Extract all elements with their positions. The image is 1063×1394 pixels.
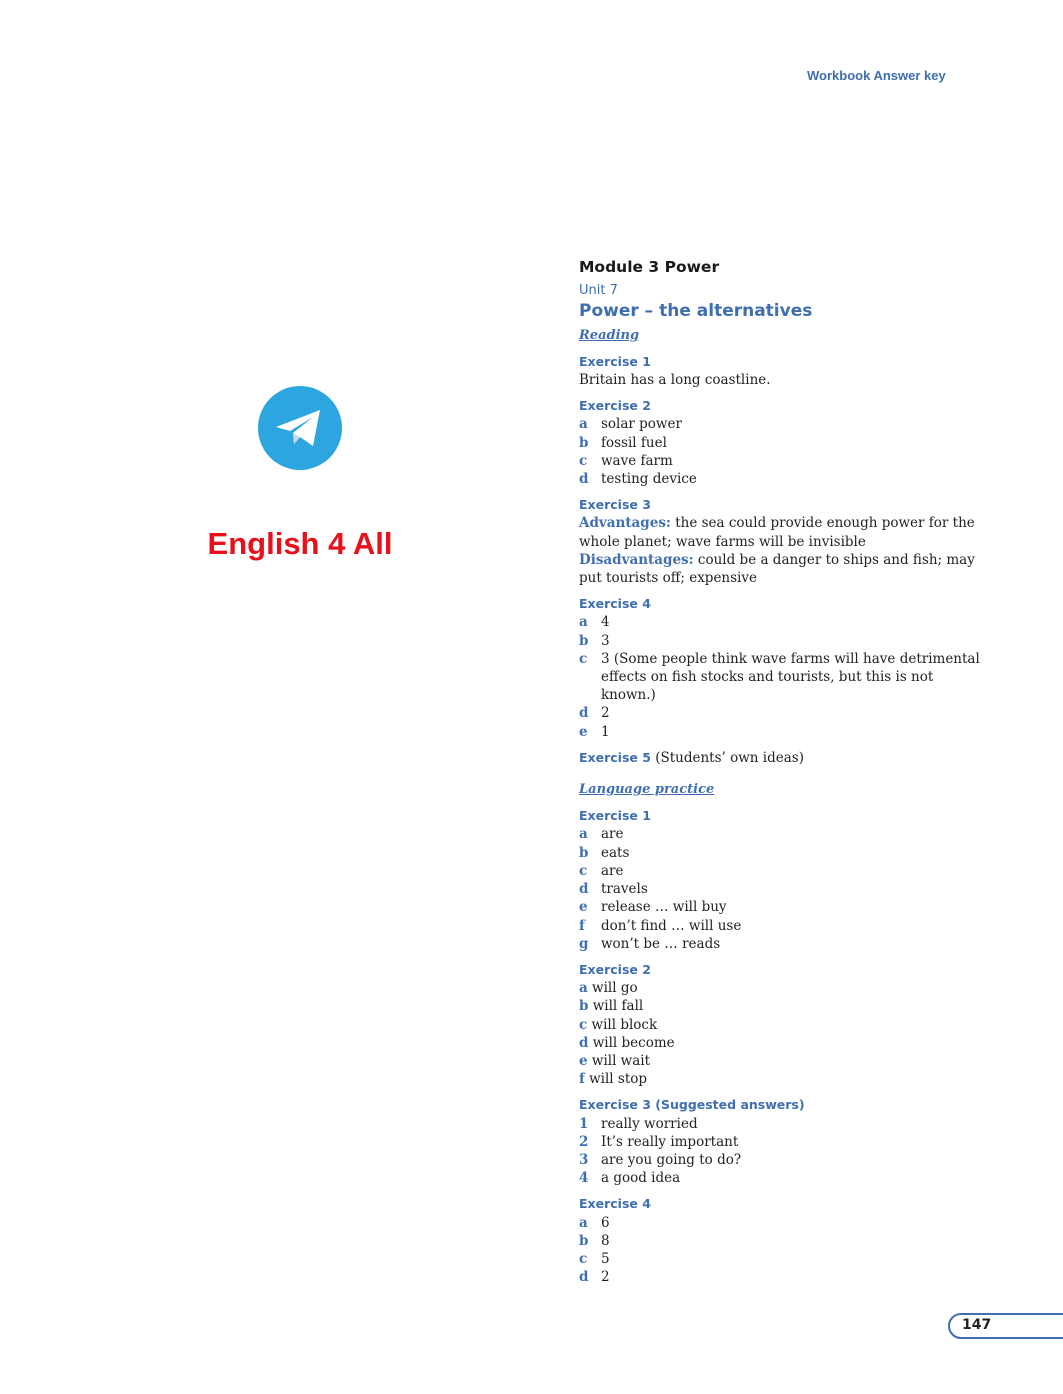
exercise-block (579, 961, 989, 1088)
answer-value: don’t find … will use (601, 917, 742, 934)
page-header-title: Workbook Answer key (807, 68, 946, 83)
answer-value: travels (601, 881, 648, 898)
answer-row (579, 1133, 989, 1151)
answer-row (579, 1070, 989, 1088)
exercise-title: Exercise 4 (579, 596, 651, 612)
answer-key: b (579, 844, 589, 861)
answer-key: 1 (579, 1115, 589, 1132)
answer-value: eats (601, 844, 630, 861)
answer-row (579, 979, 989, 997)
advantages-answer (579, 514, 989, 550)
answer-row (579, 935, 989, 953)
answer-row (579, 1151, 989, 1169)
answer-key: c (579, 452, 588, 469)
promo-block (160, 385, 440, 562)
disadvantages-answer (579, 551, 989, 587)
exercise-title: Exercise 1 (579, 353, 651, 369)
answer-key: e (579, 723, 588, 740)
answer-value: It’s really important (601, 1133, 739, 1150)
answer-value: won’t be … reads (601, 935, 721, 952)
answer-key: f (579, 1071, 585, 1088)
answer-value: 5 (601, 1250, 610, 1267)
exercise-title: Exercise 2 (579, 398, 651, 414)
answer-row (579, 613, 989, 631)
unit-title: Power – the alternatives (579, 301, 813, 322)
page-number: 147 (962, 1317, 992, 1333)
answer-key: b (579, 1232, 589, 1249)
exercise-title: Exercise 1 (579, 808, 651, 824)
disadvantages-label: Disadvantages: (579, 551, 694, 568)
answer-row (579, 997, 989, 1015)
answer-key: b (579, 434, 589, 451)
exercise-title: Exercise 5 (579, 749, 651, 765)
exercise-block (579, 595, 989, 741)
module-title: Module 3 Power (579, 258, 720, 276)
answer-row (579, 862, 989, 880)
answer-key: d (579, 471, 589, 488)
answer-row (579, 650, 989, 705)
answer-row (579, 898, 989, 916)
answer-row (579, 1115, 989, 1133)
exercise-block (579, 1195, 989, 1286)
answer-value: are (601, 826, 624, 843)
answer-value: fossil fuel (601, 434, 667, 451)
answer-key: c (579, 862, 588, 879)
answer-key: d (579, 881, 589, 898)
answer-key: a (579, 416, 588, 433)
answer-key: b (579, 998, 589, 1015)
exercise-block (579, 1096, 989, 1187)
exercise-block (579, 749, 989, 767)
answer-value: are (601, 862, 624, 879)
answer-row (579, 1232, 989, 1250)
answer-key: d (579, 1034, 589, 1051)
promo-text: English 4 All (207, 526, 393, 561)
answer-key: 2 (579, 1133, 589, 1150)
answer-key: c (579, 650, 588, 667)
answer-row (579, 415, 989, 433)
answer-value: 1 (601, 723, 610, 740)
answer-key: a (579, 980, 588, 997)
answer-key: g (579, 935, 589, 952)
answer-value: will stop (584, 1071, 648, 1088)
exercise-answer: Britain has a long coastline. (579, 372, 771, 389)
answer-row (579, 1268, 989, 1286)
exercise-block (579, 353, 989, 389)
answer-row (579, 452, 989, 470)
advantages-label: Advantages: (579, 515, 671, 532)
answer-value: a good idea (601, 1170, 681, 1187)
answer-row (579, 434, 989, 452)
answer-key-column (579, 258, 989, 1294)
answer-row (579, 723, 989, 741)
telegram-icon (257, 385, 343, 471)
exercise-answer: (Students’ own ideas) (650, 749, 804, 766)
answer-value: 3 (601, 632, 610, 649)
answer-value: 2 (601, 705, 610, 722)
answer-row (579, 470, 989, 488)
answer-key: c (579, 1016, 588, 1033)
answer-value: solar power (601, 416, 682, 433)
answer-row (579, 1016, 989, 1034)
answer-key: d (579, 705, 589, 722)
answer-key: e (579, 1052, 588, 1069)
answer-row (579, 1214, 989, 1232)
answer-value: 4 (601, 614, 610, 631)
exercise-block (579, 397, 989, 488)
disadvantages-text: could be a danger to ships and fish; may put tourists off; expensive (579, 551, 975, 587)
answer-value: will fall (588, 998, 644, 1015)
answer-value: release … will buy (601, 899, 727, 916)
answer-row (579, 1169, 989, 1187)
exercise-block (579, 807, 989, 953)
answer-key: f (579, 917, 585, 934)
unit-label: Unit 7 (579, 283, 618, 299)
answer-key: d (579, 1269, 589, 1286)
answer-row (579, 825, 989, 843)
answer-value: testing device (601, 471, 697, 488)
answer-value: 6 (601, 1214, 610, 1231)
answer-key: e (579, 899, 588, 916)
exercise-title: Exercise 3 (579, 497, 651, 513)
answer-key: 3 (579, 1151, 589, 1168)
answer-row (579, 844, 989, 862)
answer-value: wave farm (601, 452, 673, 469)
answer-value: will wait (587, 1052, 651, 1069)
exercise-title: Exercise 4 (579, 1196, 651, 1212)
answer-key: c (579, 1250, 588, 1267)
answer-value: really worried (601, 1115, 698, 1132)
answer-value: 2 (601, 1269, 610, 1286)
answer-value: are you going to do? (601, 1151, 742, 1168)
answer-row (579, 917, 989, 935)
section-heading-reading: Reading (579, 327, 640, 343)
answer-row (579, 1052, 989, 1070)
answer-row (579, 632, 989, 650)
answer-key: 4 (579, 1170, 589, 1187)
answer-row (579, 704, 989, 722)
answer-value: will become (588, 1034, 675, 1051)
exercise-title: Exercise 2 (579, 961, 651, 977)
section-heading-language-practice: Language practice (579, 782, 715, 798)
answer-row (579, 880, 989, 898)
exercise-title: Exercise 3 (Suggested answers) (579, 1097, 805, 1113)
answer-key: b (579, 632, 589, 649)
answer-key: a (579, 614, 588, 631)
answer-row (579, 1250, 989, 1268)
answer-value: 3 (Some people think wave farms will have detrimental effects on fish stocks and tourists, but this is not known.) (601, 650, 980, 704)
answer-value: will block (587, 1016, 658, 1033)
answer-value: will go (587, 980, 638, 997)
exercise-block (579, 496, 989, 587)
answer-key: a (579, 826, 588, 843)
answer-row (579, 1034, 989, 1052)
advantages-text: the sea could provide enough power for the whole planet; wave farms will be invisible (579, 515, 975, 550)
answer-value: 8 (601, 1232, 610, 1249)
answer-key: a (579, 1214, 588, 1231)
